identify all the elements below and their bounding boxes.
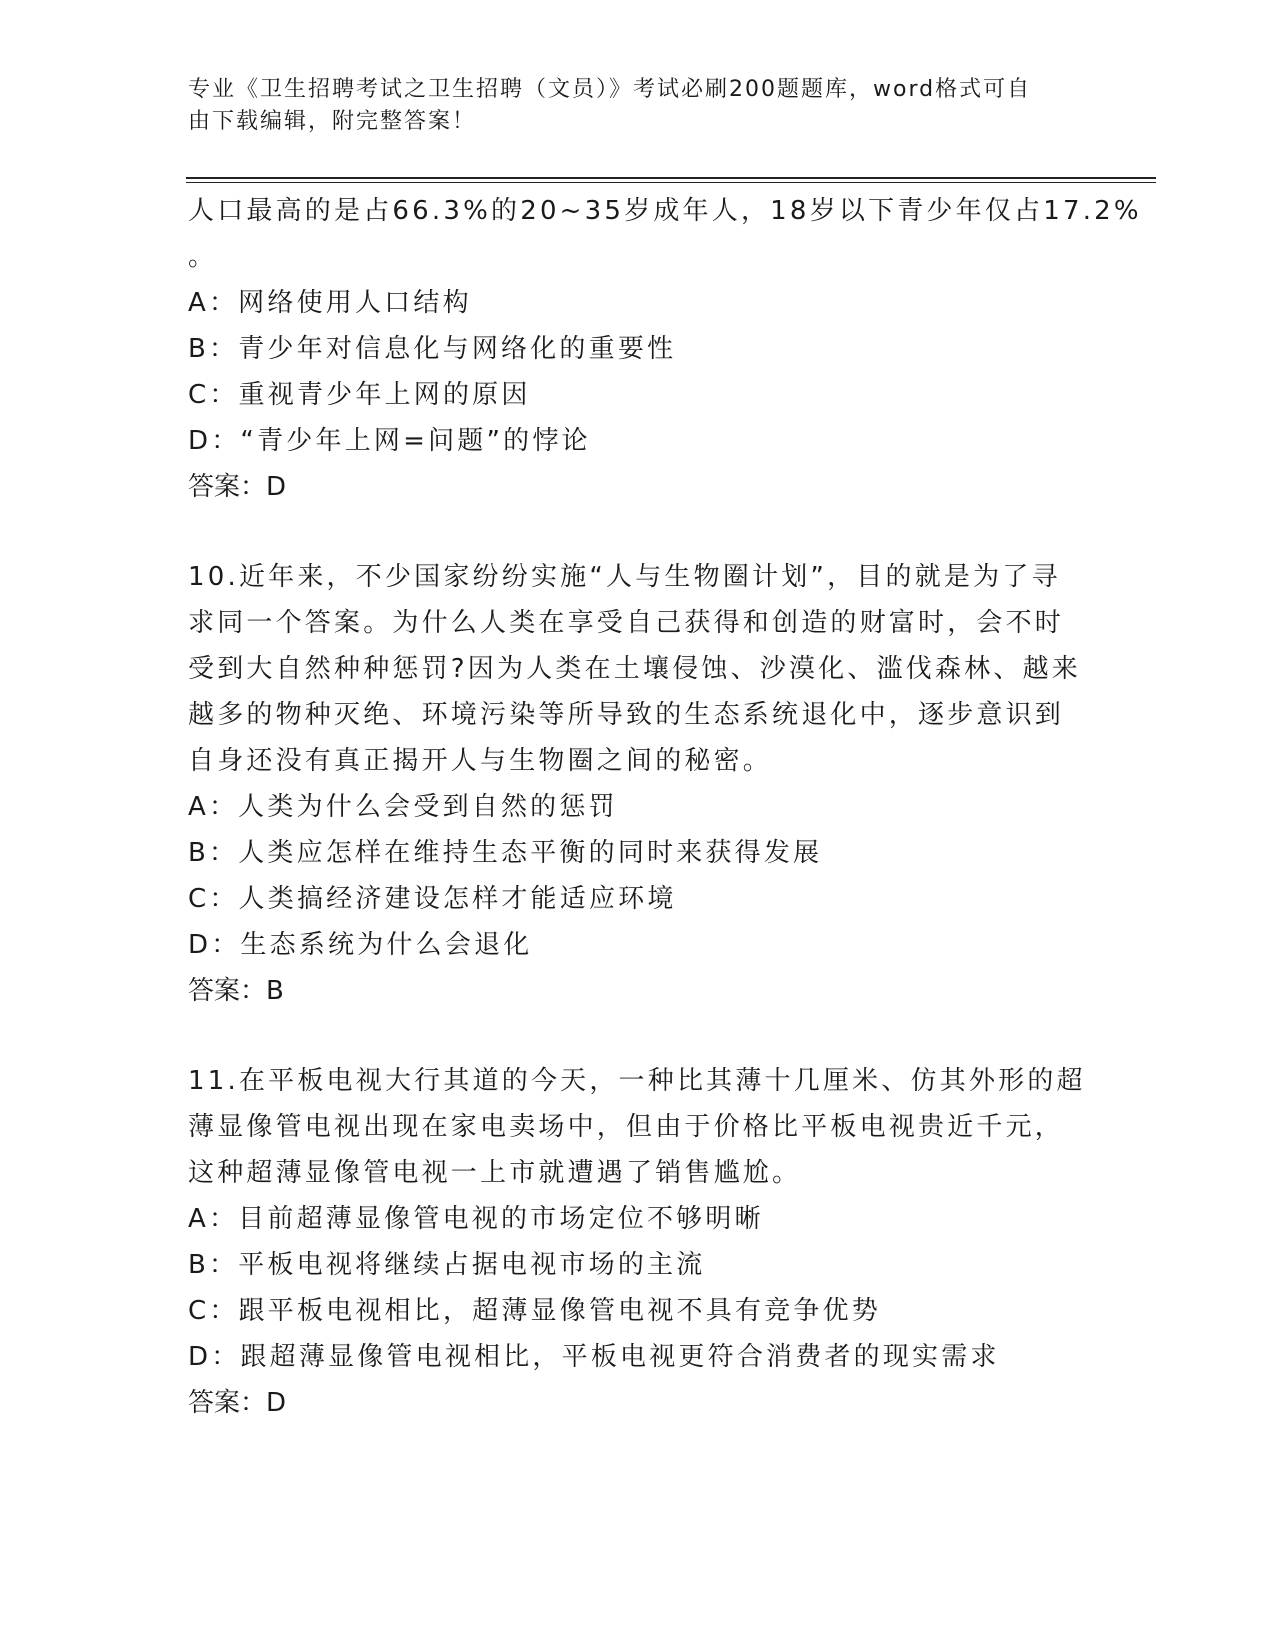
header-line: 专业《卫生招聘考试之卫生招聘（文员）》考试必刷200题题库，word格式可自	[188, 77, 1032, 102]
option-c: C：人类搞经济建设怎样才能适应环境	[188, 884, 677, 914]
header-divider	[186, 182, 1156, 183]
question-stem-line: 人口最高的是占66.3%的20~35岁成年人，18岁以下青少年仅占17.2%	[188, 196, 1142, 226]
question-list	[188, 188, 1188, 1426]
question-stem-line: 11.在平板电视大行其道的今天，一种比其薄十几厘米、仿其外形的超	[188, 1066, 1086, 1096]
answer-label: 答案：D	[188, 1388, 287, 1418]
question-stem-line: 。	[188, 242, 218, 272]
option-b: B：人类应怎样在维持生态平衡的同时来获得发展	[188, 838, 823, 868]
spacer	[188, 510, 1188, 554]
option-b: B：平板电视将继续占据电视市场的主流	[188, 1250, 706, 1280]
header-divider	[186, 177, 1156, 179]
option-b: B：青少年对信息化与网络化的重要性	[188, 334, 677, 364]
option-a: A：目前超薄显像管电视的市场定位不够明晰	[188, 1204, 764, 1234]
header-line: 由下载编辑，附完整答案！	[188, 109, 477, 134]
answer-label: 答案：B	[188, 976, 284, 1006]
question-stem-line: 越多的物种灭绝、环境污染等所导致的生态系统退化中，逐步意识到	[188, 700, 1065, 730]
document-header	[188, 74, 1088, 138]
option-a: A：网络使用人口结构	[188, 288, 472, 318]
question-stem-line: 薄显像管电视出现在家电卖场中，但由于价格比平板电视贵近千元，	[188, 1112, 1065, 1142]
option-a: A：人类为什么会受到自然的惩罚	[188, 792, 618, 822]
spacer	[188, 1014, 1188, 1058]
option-d: D：跟超薄显像管电视相比，平板电视更符合消费者的现实需求	[188, 1342, 1000, 1372]
answer-label: 答案：D	[188, 472, 287, 502]
option-c: C：重视青少年上网的原因	[188, 380, 531, 410]
option-d: D：生态系统为什么会退化	[188, 930, 533, 960]
question-stem-line: 这种超薄显像管电视一上市就遭遇了销售尴尬。	[188, 1158, 802, 1188]
question-10	[188, 554, 1188, 1014]
question-9	[188, 188, 1188, 510]
question-stem-line: 受到大自然种种惩罚?因为人类在土壤侵蚀、沙漠化、滥伐森林、越来	[188, 654, 1082, 684]
question-stem-line: 10.近年来，不少国家纷纷实施“人与生物圈计划”，目的就是为了寻	[188, 562, 1061, 592]
question-stem-line: 自身还没有真正揭开人与生物圈之间的秘密。	[188, 746, 773, 776]
question-11	[188, 1058, 1188, 1426]
option-d: D：“青少年上网=问题”的悖论	[188, 426, 591, 456]
option-c: C：跟平板电视相比，超薄显像管电视不具有竞争优势	[188, 1296, 881, 1326]
question-stem-line: 求同一个答案。为什么人类在享受自己获得和创造的财富时，会不时	[188, 608, 1065, 638]
